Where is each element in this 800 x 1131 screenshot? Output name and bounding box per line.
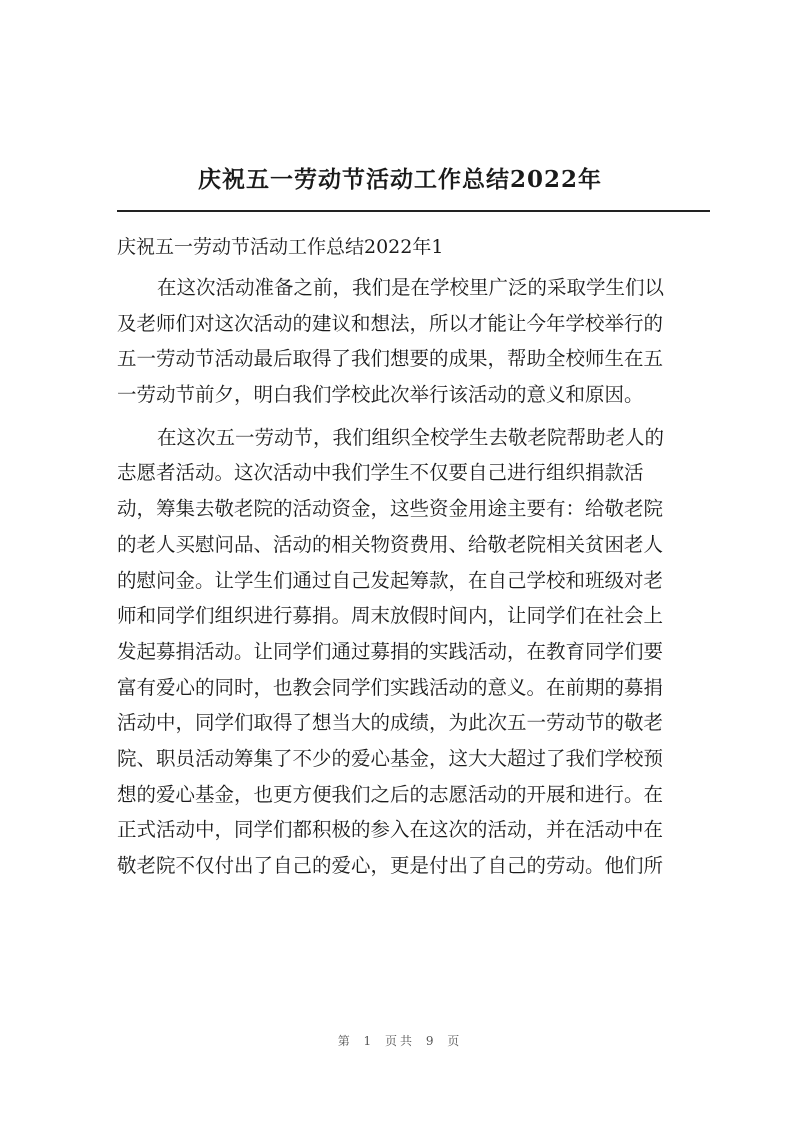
paragraph-line: 五一劳动节活动最后取得了我们想要的成果，帮助全校师生在五 — [117, 347, 664, 371]
paragraph-1 — [117, 270, 717, 413]
paragraph-line: 活动中，同学们取得了想当大的成绩，为此次五一劳动节的敬老 — [117, 711, 664, 735]
paragraph-line: 院、职员活动筹集了不少的爱心基金，这大大超过了我们学校预 — [117, 746, 664, 770]
document-title: 庆祝五一劳动节活动工作总结2022年 — [197, 166, 602, 193]
paragraph-line: 志愿者活动。这次活动中我们学生不仅要自己进行组织捐款活 — [117, 461, 644, 485]
paragraph-line: 师和同学们组织进行募捐。周末放假时间内，让同学们在社会上 — [117, 604, 664, 628]
section-heading: 庆祝五一劳动节活动工作总结2022年1 — [117, 236, 444, 258]
paragraph-line: 的老人买慰问品、活动的相关物资费用、给敬老院相关贫困老人 — [117, 532, 664, 556]
paragraph-line: 发起募捐活动。让同学们通过募捐的实践活动，在教育同学们要 — [117, 639, 664, 663]
paragraph-line: 想的爱心基金，也更方便我们之后的志愿活动的开展和进行。在 — [117, 782, 664, 806]
paragraph-line: 富有爱心的同时，也教会同学们实践活动的意义。在前期的募捐 — [117, 675, 664, 699]
page-footer: 第 1 页共 9 页 — [337, 1034, 463, 1048]
paragraph-line: 在这次五一劳动节，我们组织全校学生去敬老院帮助老人的 — [157, 425, 665, 449]
paragraph-line: 在这次活动准备之前，我们是在学校里广泛的采取学生们以 — [157, 276, 665, 299]
paragraph-line: 一劳动节前夕，明白我们学校此次举行该活动的意义和原因。 — [117, 383, 644, 407]
paragraph-line: 正式活动中，同学们都积极的参入在这次的活动，并在活动中在 — [117, 818, 664, 842]
paragraph-2 — [117, 420, 717, 884]
title-divider — [117, 210, 710, 212]
paragraph-line: 动，筹集去敬老院的活动资金，这些资金用途主要有：给敬老院 — [117, 497, 664, 521]
paragraph-line: 及老师们对这次活动的建议和想法，所以才能让今年学校举行的 — [117, 311, 664, 335]
paragraph-line: 的慰问金。让学生们通过自己发起筹款，在自己学校和班级对老 — [117, 568, 664, 592]
paragraph-line: 敬老院不仅付出了自己的爱心，更是付出了自己的劳动。他们所 — [117, 854, 664, 877]
body-text — [117, 270, 717, 891]
